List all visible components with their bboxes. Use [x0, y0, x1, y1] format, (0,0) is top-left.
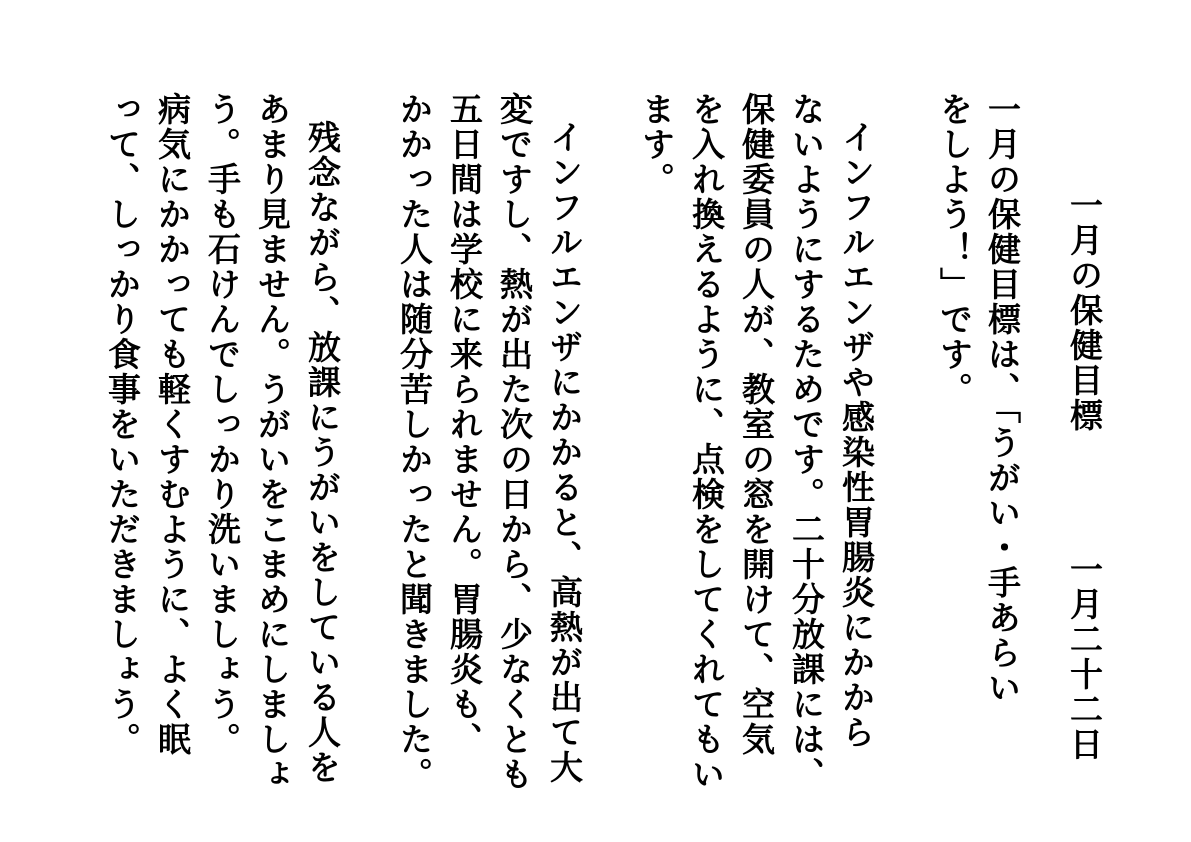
body-column-7: ます。: [637, 92, 676, 197]
body-column-5: 保健委員の人が、教室の窓を開けて、空気: [737, 92, 776, 757]
body-column-2: をしよう！」です。: [935, 92, 974, 407]
body-column-9: 変ですし、熱が出た次の日から、少なくとも: [495, 92, 534, 792]
body-column-14: う。手も石けんでしっかり洗いましょう。: [203, 92, 242, 757]
notice-date: 一月二十二日: [1065, 552, 1104, 762]
notice-title: 一月の保健目標: [1065, 188, 1104, 433]
body-column-10: 五日間は学校に来られません。胃腸炎も、: [445, 92, 484, 757]
body-column-3: インフルエンザや感染性胃腸炎にかから: [837, 120, 876, 750]
body-column-15: 病気にかかっても軽くすむように、よく眠: [153, 92, 192, 757]
body-column-8: インフルエンザにかかると、高熱が出て大: [545, 120, 584, 785]
body-column-12: 残念ながら、放課にうがいをしている人を: [303, 120, 342, 785]
body-column-1: 一月の保健目標は、「うがい・手あらい: [983, 92, 1022, 706]
body-column-16: って、しっかり食事をいただきましょう。: [103, 92, 142, 757]
body-column-6: を入れ換えるように、点検をしてくれてもい: [687, 92, 726, 792]
body-column-4: ないようにするためです。二十分放課には、: [787, 92, 826, 792]
body-column-11: かかった人は随分苦しかったと聞きました。: [395, 92, 434, 792]
body-column-13: あまり見ません。うがいをこまめにしましょ: [253, 92, 292, 792]
